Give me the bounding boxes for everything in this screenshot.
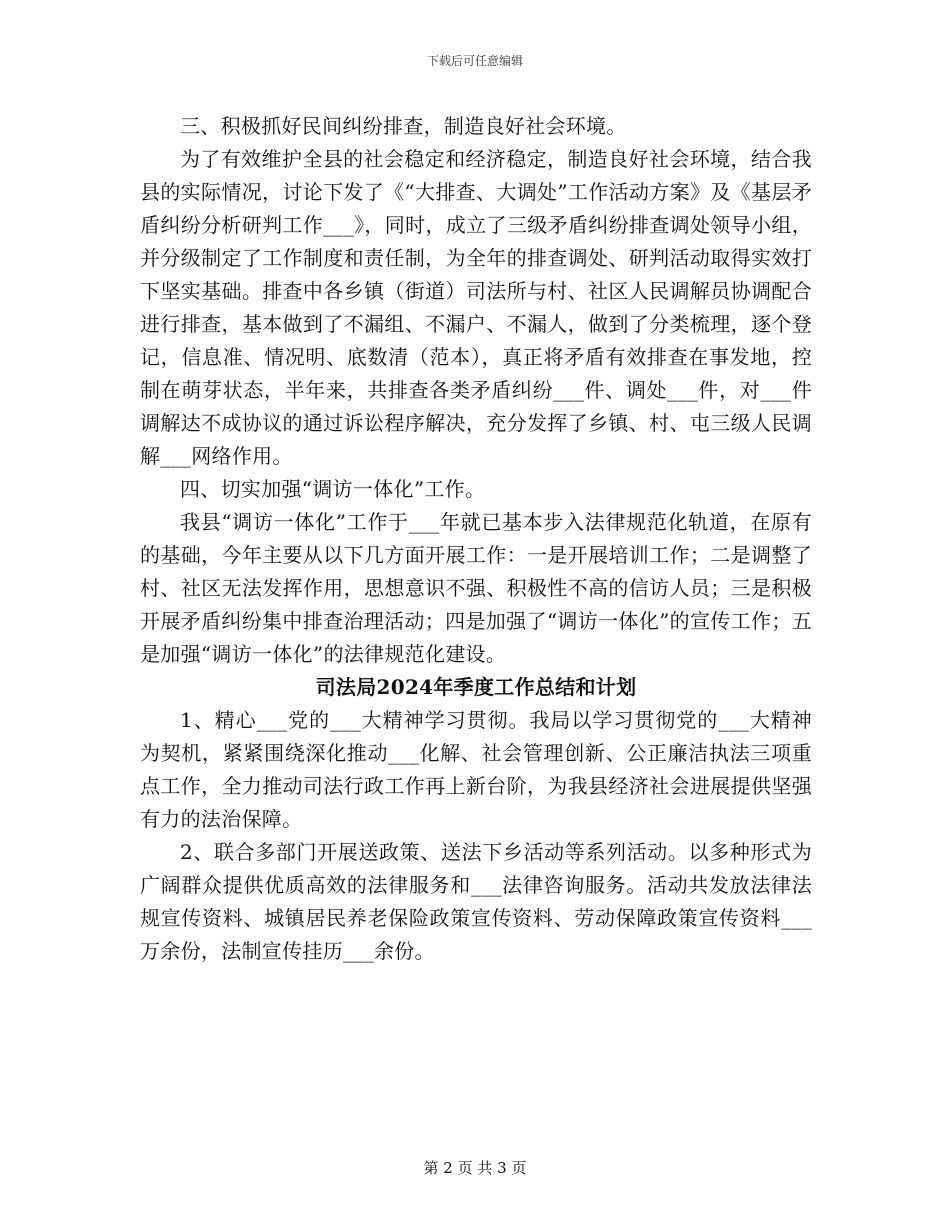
document-body: [140, 110, 812, 968]
document-title: 司法局2024年季度工作总结和计划: [315, 675, 637, 699]
paragraph-item-2: 2、联合多部门开展送政策、送法下乡活动等系列活动。以多种形式为广阔群众提供优质高效的法律服务和___法律咨询服务。活动共发放法律法规宣传资料、城镇居民养老保险政策宣传资料、劳动保障政策宣传资料___万余份，法制宣传挂历___余份。: [140, 840, 812, 963]
header-note: 下载后可任意编辑: [426, 54, 523, 68]
paragraph-mediation-integration: 我县“调访一体化”工作于___年就已基本步入法律规范化轨道，在原有的基础，今年主要从以下几方面开展工作：一是开展培训工作；二是调整了村、社区无法发挥作用，思想意识不强、积极性不高的信访人员；三是积极开展矛盾纠纷集中排查治理活动；四是加强了“调访一体化”的宣传工作；五是加强“调访一体化”的法律规范化建设。: [140, 510, 812, 666]
paragraph-dispute-screening: 为了有效维护全县的社会稳定和经济稳定，制造良好社会环境，结合我县的实际情况，讨论下发了《“大排查、大调处”工作活动方案》及《基层矛盾纠纷分析研判工作___》，同时，成立了三级矛盾纠纷排查调处领导小组，并分级制定了工作制度和责任制，为全年的排查调处、研判活动取得实效打下坚实基础。排查中各乡镇（街道）司法所与村、社区人民调解员协调配合进行排查，基本做到了不漏组、不漏户、不漏人，做到了分类梳理，逐个登记，信息准、情况明、底数清（范本），真正将矛盾有效排查在事发地，控制在萌芽状态，半年来，共排查各类矛盾纠纷___件、调处___件，对___件调解达不成协议的通过诉讼程序解决，充分发挥了乡镇、村、屯三级人民调解___网络作用。: [140, 147, 812, 468]
page-number: 第 2 页 共 3 页: [423, 1159, 527, 1177]
paragraph-item-1: 1、精心___党的___大精神学习贯彻。我局以学习贯彻党的___大精神为契机，紧紧围绕深化推动___化解、社会管理创新、公正廉洁执法三项重点工作，全力推动司法行政工作再上新台阶，为我县经济社会进展提供坚强有力的法治保障。: [140, 708, 812, 831]
section-heading-4: 四、切实加强“调访一体化”工作。: [180, 477, 486, 501]
section-heading-3: 三、积极抓好民间纠纷排查，制造良好社会环境。: [180, 114, 627, 138]
